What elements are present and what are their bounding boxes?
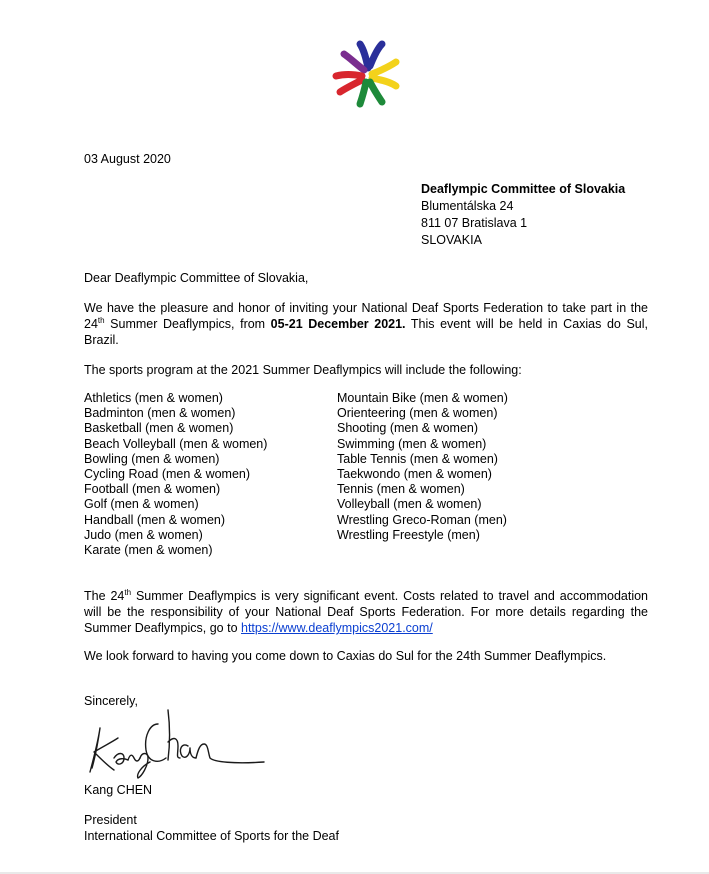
sport-item: Shooting (men & women) [337, 421, 479, 436]
sport-item: Tennis (men & women) [337, 482, 465, 497]
p1-text-c: This event will be held in Caxias do Sul, Brazil. [84, 317, 648, 347]
recipient-org: Deaflympic Committee of Slovakia [421, 182, 626, 196]
sport-item: Football (men & women) [84, 482, 221, 497]
p1-ordinal: th [97, 315, 105, 325]
salutation: Dear Deaflympic Committee of Slovakia, [84, 271, 309, 285]
deaflympics-website-link[interactable]: https://www.deaflympics2021.com/ [241, 621, 433, 635]
logo-hand-red [336, 75, 362, 77]
sports-list-left [84, 391, 267, 558]
sport-item: Bowling (men & women) [84, 451, 220, 466]
logo-hand-purple [344, 54, 364, 70]
sport-item: Athletics (men & women) [84, 391, 223, 405]
sport-item: Orienteering (men & women) [337, 406, 498, 421]
sport-item: Wrestling Greco-Roman (men) [337, 512, 507, 527]
sports-list-right [337, 391, 508, 543]
recipient-city: 811 07 Bratislava 1 [421, 216, 528, 230]
logo-hand-green [360, 82, 366, 104]
signer-organization: International Committee of Sports for the Deaf [84, 828, 339, 843]
sport-item: Golf (men & women) [84, 497, 199, 512]
logo-hand-blue-2 [370, 44, 382, 66]
logo-hand-green-2 [370, 82, 382, 102]
sport-item: Taekwondo (men & women) [337, 467, 492, 482]
recipient-address [421, 181, 625, 249]
sport-item: Volleyball (men & women) [337, 497, 482, 512]
invitation-paragraph [84, 300, 648, 348]
recipient-street: Blumentálska 24 [421, 199, 514, 213]
event-dates: 05-21 December 2021. [270, 317, 406, 331]
sport-item: Basketball (men & women) [84, 421, 234, 436]
closing-paragraph: We look forward to having you come down to Caxias do Sul for the 24th Summer Deaflympics. [84, 649, 607, 663]
p2-text-a: The 24 [84, 589, 125, 603]
sport-item: Wrestling Freestyle (men) [337, 527, 480, 542]
logo-hand-yellow-2 [372, 78, 396, 86]
deaflympics-hands-logo-icon [330, 38, 402, 110]
sport-item: Judo (men & women) [84, 527, 203, 542]
sport-item: Cycling Road (men & women) [84, 467, 251, 482]
letter-date: 03 August 2020 [84, 152, 171, 166]
sport-item: Mountain Bike (men & women) [337, 391, 508, 405]
signer-title: President [84, 813, 137, 827]
sport-item: Handball (men & women) [84, 512, 226, 527]
sport-item: Swimming (men & women) [337, 436, 487, 451]
p2-ordinal: th [124, 587, 132, 597]
p2-text-b: Summer Deaflympics is very significant event. Costs related to travel and accommodation will be the responsibility of your National Deaf Sports Federation. For more details regarding the Summer Deaflympics, go to [84, 589, 648, 635]
sport-item: Beach Volleyball (men & women) [84, 436, 268, 451]
signer-role [84, 813, 339, 844]
sports-intro: The sports program at the 2021 Summer Deaflympics will include the following: [84, 363, 522, 377]
p1-text-b: Summer Deaflympics, from [104, 317, 271, 331]
recipient-country: SLOVAKIA [421, 233, 482, 247]
logo-hand-red-2 [340, 80, 362, 92]
handwritten-signature [84, 702, 274, 782]
closing-sincerely: Sincerely, [84, 694, 138, 708]
sport-item: Badminton (men & women) [84, 406, 236, 421]
logo-hand-yellow [372, 62, 396, 74]
costs-paragraph [84, 588, 648, 636]
sport-item: Table Tennis (men & women) [337, 451, 498, 466]
sport-item: Karate (men & women) [84, 543, 213, 558]
signer-name: Kang CHEN [84, 783, 153, 797]
p1-text-a: We have the pleasure and honor of inviting your National Deaf Sports Federation to take part in the 24 [84, 301, 648, 331]
